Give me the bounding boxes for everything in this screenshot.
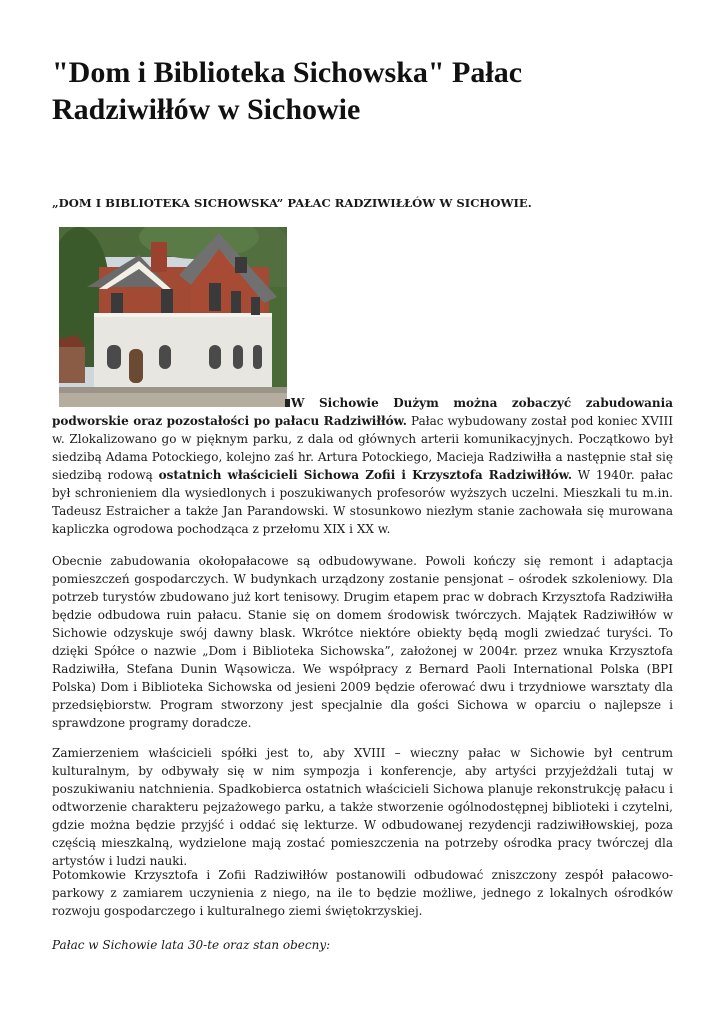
page-title: "Dom i Biblioteka Sichowska" Pałac Radziwiłłów w Sichowie (52, 56, 523, 126)
intro-text-1: Pałac wybudowany został pod koniec XVIII w. Zlokalizowano go w pięknym parku, z dala od głównych arterii komunikacyjnych. Początkowo był siedzibą Adama Potockiego, kolejno zaś hr. Artura Potockiego, Macieja Radziwiłła a następnie stał się siedzibą rodową (52, 414, 673, 482)
palace-photo (59, 227, 287, 407)
intro-text-2: W 1940r. pałac był schronieniem dla wysiedlonych i poszukiwanych profesorów wyższych uczelni. Mieszkali tu m.in. Tadeusz Estraicher a także Jan Parandowski. W stosunkowo niezłym stanie zachowała się murowana kapliczka ogrodowa pochodząca z przełomu XIX i XX w. (52, 468, 673, 536)
paragraph-reconstruction: Obecnie zabudowania okołopałacowe są odbudowywane. Powoli kończy się remont i adaptacja pomieszczeń gospodarczych. W budynkach urządzony zostanie pensjonat – ośrodek szkoleniowy. Dla potrzeb turystów zbudowano już kort tenisowy. Drugim etapem prac w dobrach Krzysztofa Radziwiłła będzie odbudowa ruin pałacu. Stanie się on domem środowisk twórczych. Majątek Radziwiłłów w Sichowie odzyskuje swój dawny blask. Wkrótce niektóre obiekty będą mogli zwiedzać turyści. To dzięki Spółce o nazwie „Dom i Biblioteka Sichowska”, założonej w 2004r. przez wnuka Krzysztofa Radziwiłła, Stefana Dunin Wąsowicza. We współpracy z Bernard Paoli International Polska (BPI Polska) Dom i Biblioteka Sichowska od jesieni 2009 będzie oferować dwu i trzydniowe warsztaty dla przedsiębiorstw. Program stworzony jest specjalnie dla gości Sichowa w oparciu o najlepsze i sprawdzone programy doradcze. (52, 554, 673, 730)
intro-bold-2: ostatnich właścicieli Sichowa Zofii i Krzysztofa Radziwiłłów. (158, 468, 573, 482)
photo-caption: Pałac w Sichowie lata 30-te oraz stan obecny: (52, 938, 331, 952)
bullet-icon (285, 399, 290, 407)
paragraph-intro (52, 394, 673, 538)
intro-bold-1: W Sichowie Dużym można zobaczyć zabudowania podworskie oraz pozostałości po pałacu Radziwiłłów. (52, 396, 673, 428)
paragraph-descendants: Potomkowie Krzysztofa i Zofii Radziwiłłów postanowili odbudować zniszczony zespół pałacowo-parkowy z zamiarem uczynienia z niego, na ile to będzie możliwe, jednego z lokalnych ośrodków rozwoju gospodarczego i kulturalnego ziemi świętokrzyskiej. (52, 868, 673, 918)
article-subheading: „DOM I BIBLIOTEKA SICHOWSKA” PAŁAC RADZIWIŁŁÓW W SICHOWIE. (52, 196, 532, 210)
paragraph-plans: Zamierzeniem właścicieli spółki jest to, aby XVIII – wieczny pałac w Sichowie był centrum kulturalnym, by odbywały się w nim sympozja i konferencje, aby artyści przyjeżdżali tutaj w poszukiwaniu natchnienia. Spadkobierca ostatnich właścicieli Sichowa planuje rekonstrukcję pałacu i odtworzenie charakteru pejzażowego parku, a także stworzenie ogólnodostępnej biblioteki i czytelni, gdzie można będzie przyjść i oddać się lekturze. W odbudowanej rezydencji radziwiłłowskiej, poza częścią mieszkalną, wydzielone mają zostać pomieszczenia na potrzeby ośrodka pracy twórczej dla artystów i ludzi nauki. (52, 746, 673, 868)
